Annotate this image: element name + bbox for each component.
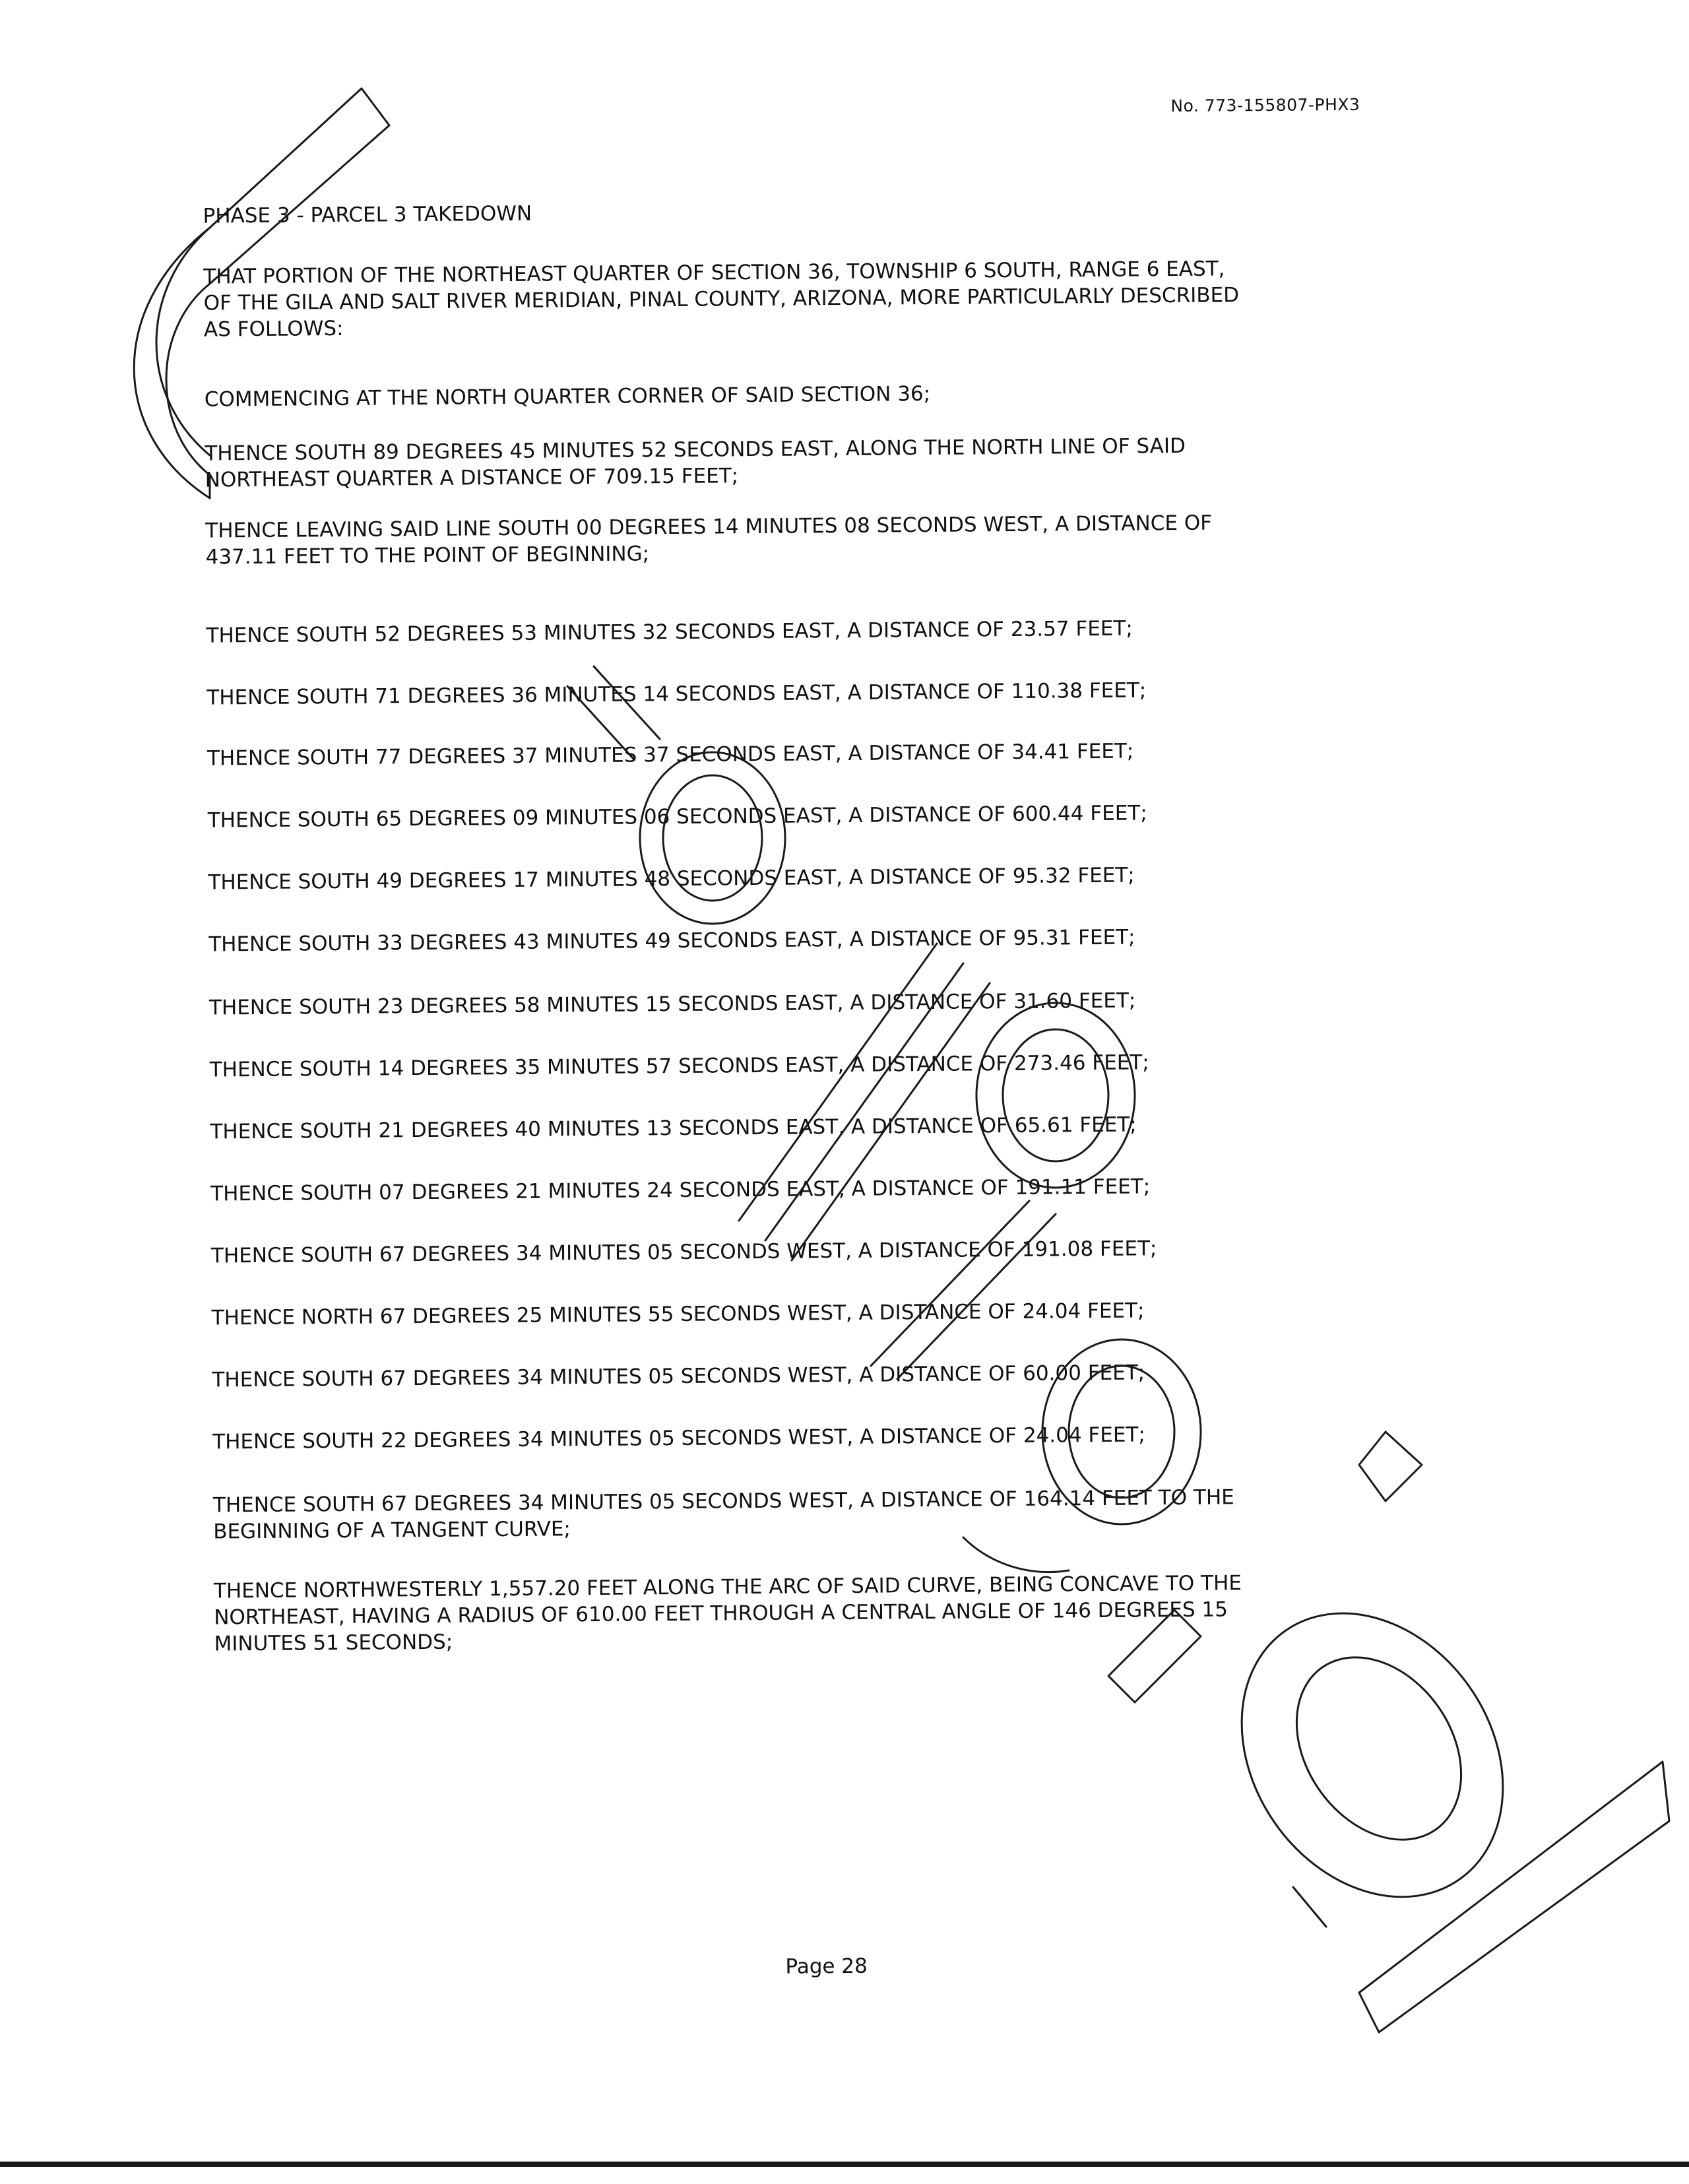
paragraph-line: NORTHEAST, HAVING A RADIUS OF 610.00 FEET THROUGH A CENTRAL ANGLE OF 146 DEGREES 15 xyxy=(214,1597,1228,1630)
paragraph-line: THENCE NORTHWESTERLY 1,557.20 FEET ALONG THE ARC OF SAID CURVE, BEING CONCAVE TO THE xyxy=(213,1571,1242,1603)
legal-paragraph xyxy=(203,254,1444,343)
legal-paragraph xyxy=(211,1233,1451,1269)
legal-paragraph xyxy=(205,508,1446,571)
paragraph-line: THENCE SOUTH 77 DEGREES 37 MINUTES 37 SECONDS EAST, A DISTANCE OF 34.41 FEET; xyxy=(207,739,1134,771)
paragraph-line: BEGINNING OF A TANGENT CURVE; xyxy=(213,1517,571,1544)
paragraph-line: THENCE NORTH 67 DEGREES 25 MINUTES 55 SECONDS WEST, A DISTANCE OF 24.04 FEET; xyxy=(211,1299,1145,1330)
legal-paragraph xyxy=(212,1419,1453,1456)
legal-paragraph xyxy=(210,1047,1450,1083)
paragraph-line: THENCE LEAVING SAID LINE SOUTH 00 DEGREES 14 MINUTES 08 SECONDS WEST, A DISTANCE OF xyxy=(205,511,1213,543)
paragraph-line: THENCE SOUTH 52 DEGREES 53 MINUTES 32 SECONDS EAST, A DISTANCE OF 23.57 FEET; xyxy=(206,616,1133,648)
paragraph-line: THENCE SOUTH 67 DEGREES 34 MINUTES 05 SECONDS WEST, A DISTANCE OF 60.00 FEET; xyxy=(212,1361,1145,1392)
document-number: No. 773-155807-PHX3 xyxy=(1170,94,1360,116)
paragraph-line: THENCE SOUTH 22 DEGREES 34 MINUTES 05 SECONDS WEST, A DISTANCE OF 24.04 FEET; xyxy=(212,1423,1146,1454)
paragraph-line: AS FOLLOWS: xyxy=(203,316,344,342)
legal-paragraph xyxy=(212,1357,1452,1394)
paragraph-line: OF THE GILA AND SALT RIVER MERIDIAN, PINAL COUNTY, ARIZONA, MORE PARTICULARLY DESCRIBED xyxy=(203,283,1240,315)
legal-paragraph xyxy=(208,922,1449,958)
paragraph-line: THENCE SOUTH 65 DEGREES 09 MINUTES 06 SECONDS EAST, A DISTANCE OF 600.44 FEET; xyxy=(207,801,1147,833)
paragraph-line: 437.11 FEET TO THE POINT OF BEGINNING; xyxy=(205,542,650,569)
paragraph-line: THENCE SOUTH 89 DEGREES 45 MINUTES 52 SECONDS EAST, ALONG THE NORTH LINE OF SAID xyxy=(205,434,1186,466)
legal-paragraph xyxy=(210,1171,1451,1207)
legal-paragraph xyxy=(207,675,1447,711)
paragraph-line: THENCE SOUTH 33 DEGREES 43 MINUTES 49 SECONDS EAST, A DISTANCE OF 95.31 FEET; xyxy=(208,925,1135,957)
paragraph-line: COMMENCING AT THE NORTH QUARTER CORNER OF SAID SECTION 36; xyxy=(204,381,931,412)
legal-paragraph xyxy=(208,860,1448,896)
paragraph-line: MINUTES 51 SECONDS; xyxy=(214,1630,453,1656)
legal-paragraph xyxy=(209,985,1450,1021)
paragraph-line: THENCE SOUTH 14 DEGREES 35 MINUTES 57 SECONDS EAST, A DISTANCE OF 273.46 FEET; xyxy=(209,1050,1149,1082)
legal-paragraph xyxy=(205,377,1445,413)
paragraph-line: THENCE SOUTH 07 DEGREES 21 MINUTES 24 SECONDS EAST, A DISTANCE OF 191.11 FEET; xyxy=(210,1174,1151,1206)
legal-paragraph xyxy=(205,431,1446,494)
legal-paragraph xyxy=(210,1109,1450,1145)
legal-paragraph xyxy=(208,798,1448,834)
page-number: Page 28 xyxy=(785,1954,868,1979)
paragraph-line: THENCE SOUTH 71 DEGREES 36 MINUTES 14 SECONDS EAST, A DISTANCE OF 110.38 FEET; xyxy=(207,678,1147,710)
section-heading: PHASE 3 - PARCEL 3 TAKEDOWN xyxy=(203,201,532,228)
page-edge-rule xyxy=(0,2162,1689,2167)
legal-paragraph xyxy=(206,613,1446,649)
paragraph-line: THAT PORTION OF THE NORTHEAST QUARTER OF SECTION 36, TOWNSHIP 6 SOUTH, RANGE 6 EAST, xyxy=(203,257,1225,289)
legal-paragraph xyxy=(213,1483,1454,1545)
legal-paragraph xyxy=(207,736,1448,772)
legal-paragraph xyxy=(212,1295,1452,1332)
paragraph-line: THENCE SOUTH 67 DEGREES 34 MINUTES 05 SECONDS WEST, A DISTANCE OF 164.14 FEET TO THE xyxy=(212,1485,1234,1518)
paragraph-line: THENCE SOUTH 67 DEGREES 34 MINUTES 05 SECONDS WEST, A DISTANCE OF 191.08 FEET; xyxy=(210,1237,1157,1268)
paragraph-line: NORTHEAST QUARTER A DISTANCE OF 709.15 FEET; xyxy=(205,464,739,492)
paragraph-line: THENCE SOUTH 49 DEGREES 17 MINUTES 48 SECONDS EAST, A DISTANCE OF 95.32 FEET; xyxy=(208,863,1135,895)
paragraph-line: THENCE SOUTH 23 DEGREES 58 MINUTES 15 SECONDS EAST, A DISTANCE OF 31.60 FEET; xyxy=(208,988,1136,1020)
paragraph-line: THENCE SOUTH 21 DEGREES 40 MINUTES 13 SECONDS EAST, A DISTANCE OF 65.61 FEET; xyxy=(210,1112,1137,1144)
legal-paragraph xyxy=(214,1568,1455,1657)
